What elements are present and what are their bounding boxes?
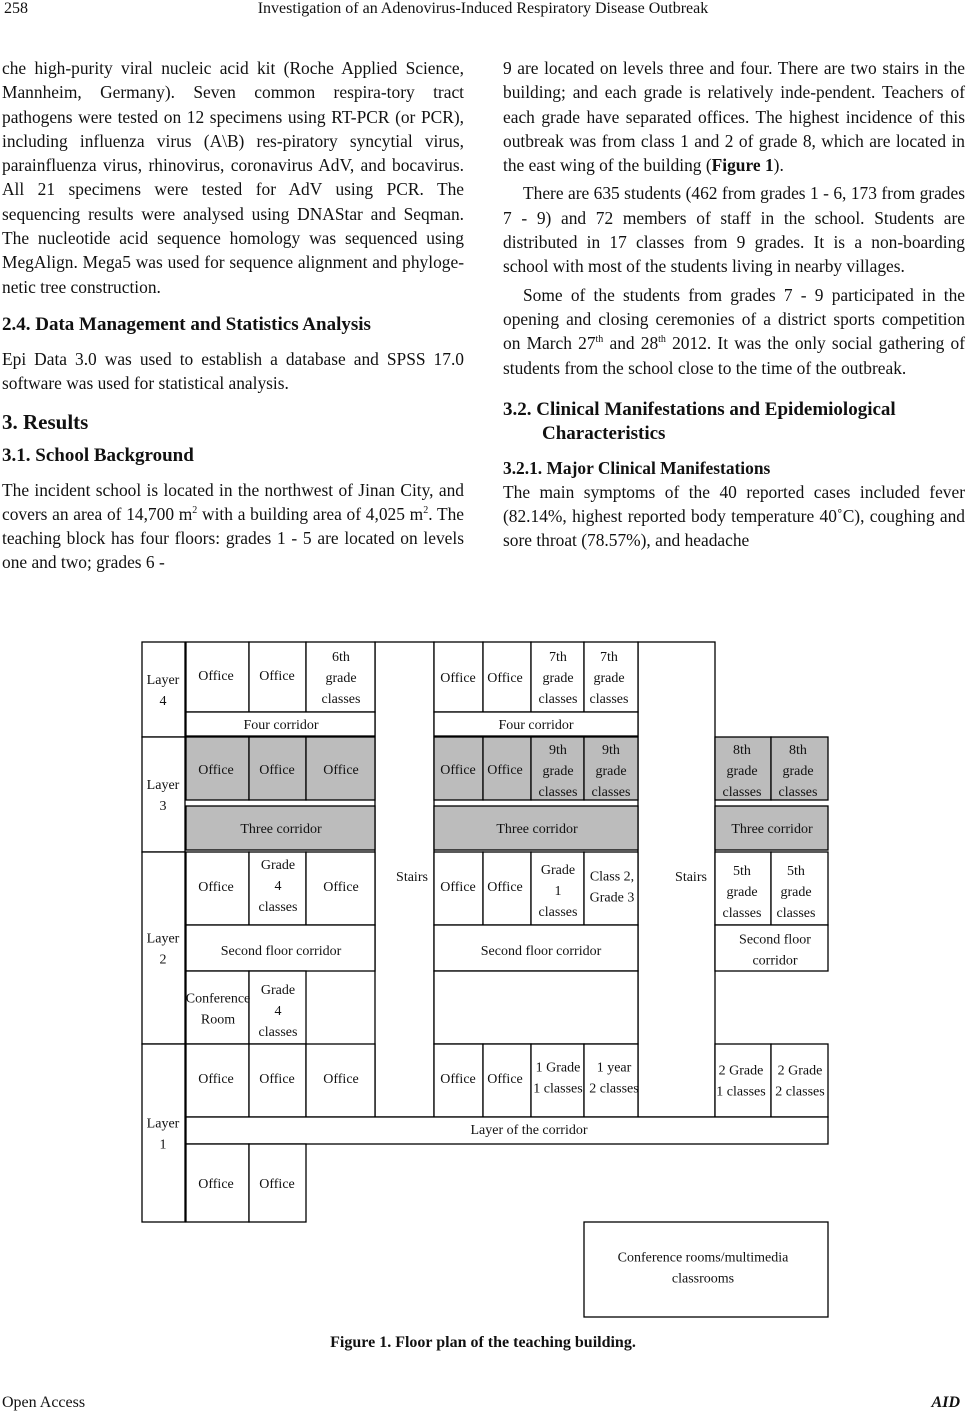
- corridor-label: Four corridor: [498, 718, 574, 733]
- office-label: Office: [440, 880, 476, 895]
- classroom-label: grade: [325, 671, 357, 686]
- running-title: Investigation of an Adenovirus-Induced Respiratory Disease Outbreak: [257, 0, 709, 17]
- corridor-label: corridor: [752, 953, 798, 969]
- classroom-label: classes: [538, 905, 578, 920]
- classroom-label: 2 Grade: [718, 1063, 764, 1079]
- classroom-label: classes: [589, 692, 629, 707]
- classroom-label: 9th: [602, 743, 620, 758]
- classroom-label: Grade: [260, 983, 296, 998]
- classroom-label: 4: [274, 1004, 282, 1019]
- office-label: Office: [440, 671, 476, 686]
- stairs-label: Stairs: [675, 870, 707, 885]
- corridor-label: Three corridor: [496, 822, 578, 837]
- office-label: Office: [440, 1072, 476, 1087]
- classroom-label: Grade 3: [589, 890, 635, 906]
- classroom-label: grade: [726, 764, 758, 779]
- corridor-label: Second floor corridor: [480, 944, 602, 959]
- classroom-label: grade: [542, 764, 574, 779]
- room-label: classrooms: [671, 1271, 735, 1287]
- classroom-label: Grade: [540, 863, 576, 878]
- corridor-label: Second floor corridor: [220, 944, 342, 959]
- office-label: Office: [487, 763, 523, 778]
- layer-label: 4: [159, 694, 167, 709]
- empty-room: [434, 971, 638, 1044]
- classroom-label: classes: [776, 906, 816, 921]
- corridor-label: Second floor: [739, 932, 811, 948]
- classroom-label: classes: [778, 785, 818, 800]
- footer-left: Open Access: [2, 1394, 86, 1411]
- office-label: Office: [323, 1072, 359, 1087]
- classroom-label: 2 classes: [589, 1081, 639, 1097]
- classroom-label: 1 classes: [533, 1081, 583, 1097]
- paragraph: The incident school is located in the northwest of Jinan City, and covers an area of 14,700 $m^2$ with a building area of 4,025 $m^2$. The teaching block has four floors: grades 1 - 5 are located on levels one and two; grades 6 -: [2, 479, 464, 573]
- layer-label-cell: [142, 1044, 185, 1222]
- office-label: Office: [259, 1072, 295, 1087]
- office-label: Office: [323, 880, 359, 895]
- paragraph: Some of the students from grades 7 - 9 participated in the opening and closing ceremonies of a district sports competition on March 27th and 28th 2012. It was the only social gathering of students from the school close to the time of the outbreak.: [503, 284, 965, 378]
- classroom-label: classes: [258, 900, 298, 915]
- classroom-label: grade: [593, 671, 625, 686]
- figure-caption: Figure 1. Floor plan of the teaching building.: [330, 1334, 636, 1351]
- classroom-label: classes: [321, 692, 361, 707]
- room-label: Conference rooms/multimedia: [617, 1250, 789, 1266]
- section-heading: 3.2. Clinical Manifestations and Epidemiological Characteristics: [503, 398, 896, 444]
- office-label: Office: [198, 880, 234, 895]
- classroom-label: classes: [722, 906, 762, 921]
- section-heading: 3.1. School Background: [2, 444, 194, 466]
- layer-label: Layer: [146, 931, 180, 947]
- classroom-label: grade: [542, 671, 574, 686]
- classroom-label: 2 Grade: [777, 1063, 823, 1079]
- corridor-label: Three corridor: [731, 822, 813, 837]
- classroom-label: 1: [554, 884, 562, 899]
- floor-plan-cell: [186, 971, 249, 1044]
- classroom-label: 4: [274, 879, 282, 894]
- classroom-label: classes: [538, 692, 578, 707]
- floor-plan-cell: [584, 852, 638, 925]
- corridor-label: Layer of the corridor: [470, 1123, 588, 1138]
- section-heading: 2.4. Data Management and Statistics Analysis: [2, 313, 371, 335]
- classroom-label: grade: [780, 885, 812, 900]
- classroom-label: Class 2,: [589, 869, 635, 885]
- paragraph: Epi Data 3.0 was used to establish a database and SPSS 17.0 software was used for statistical analysis.: [2, 348, 464, 394]
- classroom-label: Grade: [260, 858, 296, 873]
- classroom-label: 1 Grade: [535, 1060, 581, 1076]
- classroom-label: 2 classes: [775, 1084, 825, 1100]
- office-label: Office: [323, 763, 359, 778]
- floor-plan-cell: [531, 1044, 584, 1117]
- page-number: 258: [4, 0, 28, 17]
- office-label: Office: [198, 1072, 234, 1087]
- corridor-label: Three corridor: [240, 822, 322, 837]
- classroom-label: 1 year: [596, 1060, 632, 1076]
- room-label: Room: [200, 1012, 236, 1028]
- layer-label-cell: [142, 852, 185, 1044]
- office-label: Office: [487, 671, 523, 686]
- classroom-label: grade: [595, 764, 627, 779]
- layer-label: Layer: [146, 673, 180, 688]
- classroom-label: classes: [538, 785, 578, 800]
- office-label: Office: [259, 669, 295, 684]
- classroom-label: 6th: [332, 650, 350, 665]
- classroom-label: classes: [258, 1025, 298, 1040]
- classroom-label: 7th: [600, 650, 618, 665]
- office-label: Office: [487, 880, 523, 895]
- layer-label: Layer: [146, 1116, 180, 1132]
- floor-plan-cell: [715, 1044, 771, 1117]
- section-heading: 3. Results: [2, 409, 89, 434]
- office-label: Office: [198, 763, 234, 778]
- corridor-label: Four corridor: [243, 718, 319, 733]
- paragraph: There are 635 students (462 from grades 1 - 6, 173 from grades 7 - 9) and 72 members of staff in the school. Students are distributed in 17 classes from 9 grades. It is a non-boarding school with most of the students living in nearby villages.: [503, 183, 965, 277]
- classroom-label: 7th: [549, 650, 567, 665]
- classroom-label: grade: [782, 764, 814, 779]
- layer-label: Layer: [146, 778, 180, 793]
- classroom-label: classes: [591, 785, 631, 800]
- office-label: Office: [487, 1072, 523, 1087]
- layer-label: 3: [159, 799, 167, 814]
- classroom-label: 5th: [787, 864, 805, 879]
- room-label: Conference: [185, 991, 251, 1007]
- classroom-label: 5th: [733, 864, 751, 879]
- classroom-label: 8th: [789, 743, 807, 758]
- paragraph: The main symptoms of the 40 reported cases included fever (82.14%, highest reported body temperature 40˚C), coughing and sore throat (78.57%), and headache: [503, 481, 965, 551]
- floor-plan-cell: [584, 1222, 828, 1317]
- office-label: Office: [440, 763, 476, 778]
- stairs-label: Stairs: [396, 870, 428, 885]
- classroom-label: grade: [726, 885, 758, 900]
- paragraph: 9 are located on levels three and four. There are two stairs in the building; and each grade is relatively inde-pendent. Teachers of each grade have separated offices. The highest incidence of this outbreak was from class 1 and 2 of grade 8, which are located in the east wing of the building (Figure 1).: [503, 58, 965, 176]
- office-label: Office: [198, 1177, 234, 1192]
- layer-label: 2: [159, 952, 167, 968]
- classroom-label: 1 classes: [716, 1084, 766, 1100]
- layer-label-cell: [142, 642, 185, 737]
- classroom-label: classes: [722, 785, 762, 800]
- office-label: Office: [198, 669, 234, 684]
- journal-abbrev: AID: [931, 1394, 960, 1411]
- subsection-heading: 3.2.1. Major Clinical Manifestations: [503, 457, 771, 478]
- layer-label: 1: [159, 1137, 167, 1153]
- office-label: Office: [259, 1177, 295, 1192]
- office-label: Office: [259, 763, 295, 778]
- floor-plan-cell: [771, 1044, 828, 1117]
- layer-label-cell: [142, 737, 185, 852]
- classroom-label: 8th: [733, 743, 751, 758]
- paragraph: che high-purity viral nucleic acid kit (Roche Applied Science, Mannheim, Germany). Seven common respira-tory tract pathogens were tested on 12 specimens using RT-PCR (or PCR), including influenza virus (A\B) res-piratory syncytial virus, parainfluenza virus, rhinovirus, coronavirus AdV, and bocavirus. All 21 specimens were tested for AdV using PCR. The sequencing results were analysed using DNAStar and Seqman. The nucleotide acid sequence homology was sequenced using MegAlign. Mega5 was used for sequence alignment and phyloge-netic tree construction.: [2, 58, 464, 297]
- floor-plan-cell: [584, 1044, 638, 1117]
- classroom-label: 9th: [549, 743, 567, 758]
